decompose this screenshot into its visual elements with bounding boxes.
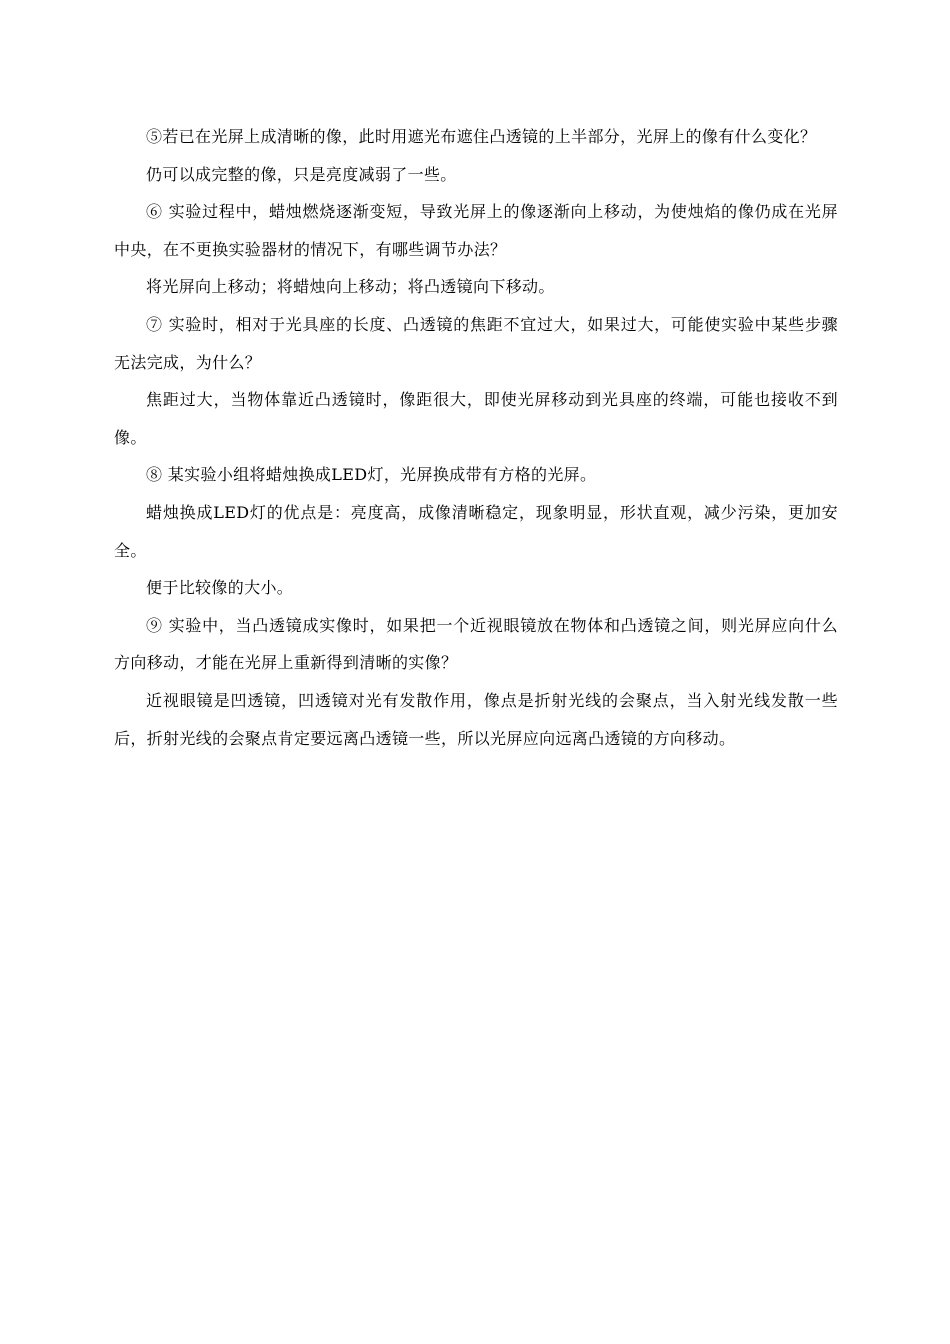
question-7: ⑦ 实验时，相对于光具座的长度、凸透镜的焦距不宜过大，如果过大，可能使实验中某些步骤无法完成，为什么？ (114, 314, 838, 372)
answer-5: 仍可以成完整的像，只是亮度减弱了一些。 (146, 164, 457, 184)
answer-8-led: 蜡烛换成LED灯的优点是：亮度高，成像清晰稳定，现象明显，形状直观，减少污染，更加安全。 (114, 502, 838, 560)
question-5: ⑤若已在光屏上成清晰的像，此时用遮光布遮住凸透镜的上半部分，光屏上的像有什么变化？ (146, 127, 817, 146)
question-8: ⑧ 某实验小组将蜡烛换成LED灯，光屏换成带有方格的光屏。 (146, 465, 597, 485)
answer-8-grid: 便于比较像的大小。 (146, 578, 294, 598)
document-body (114, 118, 838, 757)
answer-7: 焦距过大，当物体靠近凸透镜时，像距很大，即使光屏移动到光具座的终端，可能也接收不到像。 (114, 390, 838, 447)
question-9: ⑨ 实验中，当凸透镜成实像时，如果把一个近视眼镜放在物体和凸透镜之间，则光屏应向什么方向移动，才能在光屏上重新得到清晰的实像？ (114, 615, 838, 673)
question-6: ⑥ 实验过程中，蜡烛燃烧逐渐变短，导致光屏上的像逐渐向上移动，为使烛焰的像仍成在光屏中央，在不更换实验器材的情况下，有哪些调节办法？ (114, 202, 838, 259)
answer-9: 近视眼镜是凹透镜，凹透镜对光有发散作用，像点是折射光线的会聚点，当入射光线发散一些后，折射光线的会聚点肯定要远离凸透镜一些，所以光屏应向远离凸透镜的方向移动。 (114, 690, 838, 748)
answer-6: 将光屏向上移动；将蜡烛向上移动；将凸透镜向下移动。 (146, 277, 555, 297)
